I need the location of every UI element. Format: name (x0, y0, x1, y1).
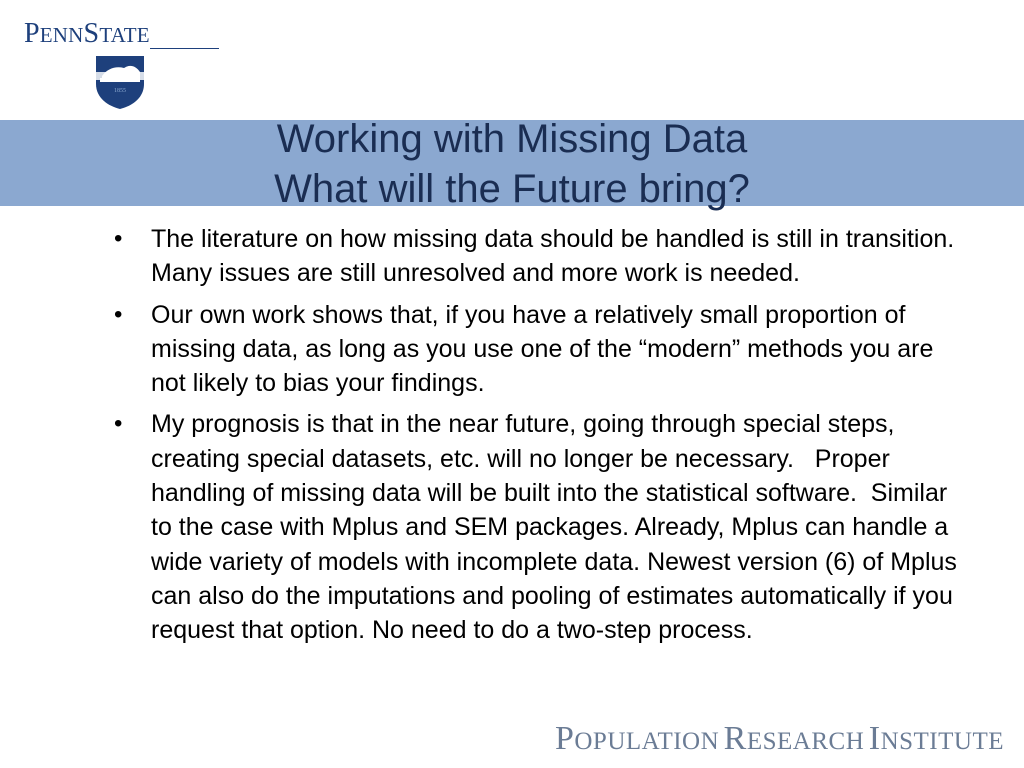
bullet-text: My prognosis is that in the near future, going through special steps, creating special datasets, etc. will no longer be necessary. Proper handling of missing data will be built into the statistical software. Similar to the case with Mplus and SEM packages. Already, Mplus can handle a wide variety of models with incomplete data. Newest version (6) of Mplus can also do the imputations and pooling of estimates automatically if you request that option. No need to do a two-step process. (151, 410, 964, 645)
pennstate-wordmark: PENNSTATE (24, 18, 150, 49)
bullet-text: The literature on how missing data should be handled is still in transition. Many issues are still unresolved and more work is needed. (151, 225, 969, 288)
nittany-lion-shield-icon (94, 54, 146, 110)
bullet-marker: • (114, 225, 123, 252)
bullet-text: Our own work shows that, if you have a relatively small proportion of missing data, as long as you use one of the “modern” methods you are not likely to bias your findings. (151, 300, 941, 398)
slide-title-line-1: Working with Missing Data (276, 117, 748, 161)
bullet-list (110, 222, 970, 655)
bullet-marker: • (114, 410, 123, 438)
slide-title (0, 114, 1024, 214)
slide-title-line-2: What will the Future bring? (274, 167, 750, 211)
bullet-marker: • (114, 300, 123, 328)
pennstate-logo (24, 14, 224, 114)
svg-text:1855: 1855 (114, 88, 126, 94)
bullet-item (110, 298, 970, 401)
bullet-item (110, 407, 970, 647)
population-research-institute-logo: POPULATION RESEARCH INSTITUTE (554, 720, 1004, 757)
bullet-item (110, 222, 970, 291)
logo-underline (150, 48, 219, 49)
